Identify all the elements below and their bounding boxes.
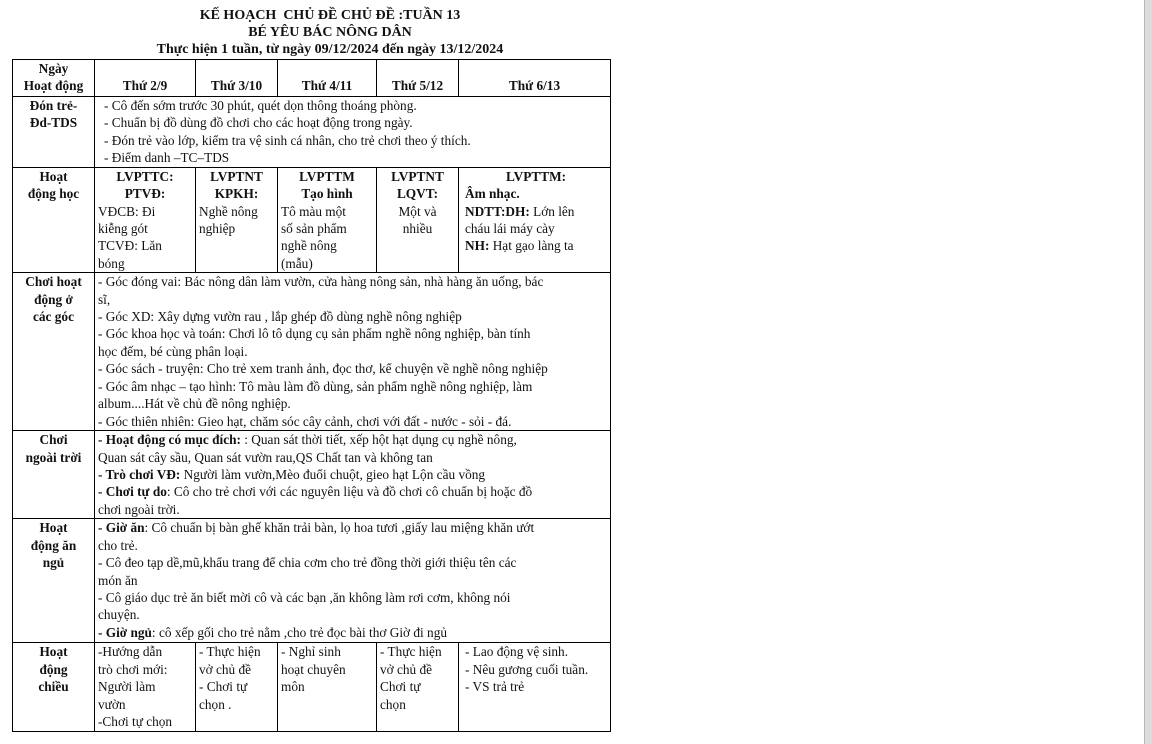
- afternoon-fri: [459, 643, 611, 732]
- text-line: trò chơi mới:: [98, 661, 168, 677]
- window-scroll-edge: [1144, 0, 1152, 744]
- row-label-hoat-dong-hoc: [13, 167, 95, 272]
- text-line: Chơi tự: [380, 679, 421, 695]
- table-header-row: [13, 60, 611, 97]
- lesson-domain: LVPTTM:: [505, 168, 567, 184]
- label-line: Chơi: [39, 432, 68, 448]
- label-line: Đd-TDS: [29, 115, 78, 131]
- row-choi-goc: [13, 273, 611, 431]
- text-line: TCVĐ: Lăn: [98, 238, 162, 254]
- text-line: - Chơi tự: [199, 679, 248, 695]
- text-line: Quan sát cây sầu, Quan sát vườn rau,QS Chất tan và không tan: [98, 449, 433, 465]
- lesson-wed: [278, 167, 377, 272]
- corner-header: [13, 60, 95, 97]
- lesson-subject: LQVT:: [396, 186, 439, 202]
- text-fragment: : cô xếp gối cho trẻ nằm ,cho trẻ đọc bài thơ Giờ đi ngủ: [151, 624, 447, 640]
- label-line: Hoạt: [39, 168, 68, 184]
- label-line: động ở: [34, 291, 73, 307]
- text-line: - Cô đến sớm trước 30 phút, quét dọn thông thoáng phòng.: [104, 97, 417, 113]
- label-line: chiều: [38, 679, 69, 695]
- label-line: động học: [27, 186, 80, 202]
- text-line: bóng: [98, 255, 125, 271]
- text-line: album....Hát về chủ đề nông nghiệp.: [98, 396, 291, 412]
- weekly-plan-table: [12, 59, 611, 732]
- lesson-subject: PTVĐ:: [124, 186, 166, 202]
- document-subtitle: BÉ YÊU BÁC NÔNG DÂN: [248, 25, 412, 40]
- text-line: - Nghỉ sinh: [281, 644, 341, 660]
- day-header-wed: Thứ 4/11: [278, 60, 377, 97]
- row-label-an-ngu: [13, 519, 95, 643]
- lesson-thu: [377, 167, 459, 272]
- afternoon-thu: [377, 643, 459, 732]
- text-line: [98, 483, 607, 500]
- text-fragment: Lớn lên: [529, 203, 575, 219]
- text-line: - Cô giáo dục trẻ ăn biết mời cô và các bạn ,ăn không làm rơi cơm, không nói: [98, 589, 511, 605]
- text-line: học đếm, bé cùng phân loại.: [98, 343, 248, 359]
- row-ngoai-troi: [13, 431, 611, 519]
- text-line: - Lao động vệ sinh.: [465, 644, 569, 660]
- row-label-choi-goc: [13, 273, 95, 431]
- text-line: - Thực hiện: [199, 644, 261, 660]
- afternoon-tue: [196, 643, 278, 732]
- lesson-mon: [95, 167, 196, 272]
- text-line: sĩ,: [98, 291, 111, 307]
- text-line: chuyện.: [98, 607, 140, 623]
- text-line: - Góc khoa học và toán: Chơi lô tô dụng cụ sản phẩm nghề nông nghiệp, bàn tính: [98, 326, 531, 342]
- text-line: - VS trả trẻ: [465, 679, 525, 695]
- text-line: - Đón trẻ vào lớp, kiểm tra vệ sinh cá nhân, cho trẻ chơi theo ý thích.: [104, 132, 471, 148]
- text-line: - Góc âm nhạc – tạo hình: Tô màu làm đồ dùng, sản phẩm nghề nông nghiệp, làm: [98, 378, 533, 394]
- lesson-subject: KPKH:: [214, 186, 259, 202]
- lesson-tue: [196, 167, 278, 272]
- label-line: động ăn: [30, 537, 77, 553]
- text-line: kiễng gót: [98, 221, 148, 237]
- text-line: Tô màu một: [281, 203, 346, 219]
- day-header-mon: Thứ 2/9: [95, 60, 196, 97]
- afternoon-wed: [278, 643, 377, 732]
- text-line: hoạt chuyên: [281, 661, 346, 677]
- lesson-domain: LVPTNT: [391, 168, 444, 184]
- text-line: môn: [281, 679, 305, 695]
- row-an-ngu: [13, 519, 611, 643]
- bold-term: - Trò chơi VĐ:: [98, 467, 181, 483]
- text-line: Nghề nông: [199, 203, 258, 219]
- text-line: vở chủ đề: [380, 661, 433, 677]
- day-header-fri: Thứ 6/13: [459, 60, 611, 97]
- bold-term: - Giờ ngủ: [98, 624, 152, 640]
- text-line: - Chuẩn bị đồ dùng đồ chơi cho các hoạt động trong ngày.: [104, 115, 413, 131]
- label-line: Hoạt: [39, 644, 68, 660]
- text-line: - Góc thiên nhiên: Gieo hạt, chăm sóc cây cảnh, chơi với đất - nước - sỏi - đá.: [98, 413, 512, 429]
- text-line: [98, 624, 607, 641]
- text-line: nhiều: [402, 221, 433, 237]
- text-line: nghiệp: [199, 221, 236, 237]
- document-title: KẾ HOẠCH CHỦ ĐỀ CHỦ ĐỀ :TUẦN 13: [199, 8, 461, 23]
- text-line: chọn .: [199, 696, 232, 712]
- day-header-thu: Thứ 5/12: [377, 60, 459, 97]
- label-line: Chơi hoạt: [25, 274, 82, 290]
- choi-goc-content: [95, 273, 611, 431]
- text-line: chọn: [380, 696, 406, 712]
- corner-activity-label: Hoạt động: [23, 78, 84, 94]
- row-label-ngoai-troi: [13, 431, 95, 519]
- text-line: - Nêu gương cuối tuần.: [465, 661, 589, 677]
- text-line: vườn: [98, 696, 126, 712]
- text-line: chơi ngoài trời.: [98, 501, 180, 517]
- text-line: [465, 203, 607, 220]
- lesson-subject: Âm nhạc.: [465, 186, 520, 202]
- text-line: - Thực hiện: [380, 644, 442, 660]
- bold-term: NH:: [465, 238, 490, 254]
- text-line: (mẫu): [281, 255, 313, 271]
- label-line: ngủ: [42, 555, 65, 571]
- text-line: -Chơi tự chọn: [98, 713, 173, 729]
- text-line: -Hướng dẫn: [98, 644, 163, 660]
- day-header-tue: Thứ 3/10: [196, 60, 278, 97]
- label-line: Hoạt: [39, 520, 68, 536]
- text-line: VĐCB: Đi: [98, 203, 156, 219]
- text-line: số sản phẩm: [281, 221, 347, 237]
- text-line: [98, 519, 607, 536]
- text-line: [98, 466, 607, 483]
- label-line: ngoài trời: [25, 449, 82, 465]
- text-fragment: Hạt gạo làng ta: [489, 238, 574, 254]
- don-tre-content: [95, 96, 611, 167]
- bold-term: - Chơi tự do: [98, 484, 167, 500]
- row-hoat-dong-hoc: [13, 167, 611, 272]
- text-fragment: : Cô chuẩn bị bàn ghế khăn trải bàn, lọ hoa tươi ,giấy lau miệng khăn ướt: [144, 520, 535, 536]
- lesson-domain: LVPTNT: [210, 168, 263, 184]
- bold-term: - Hoạt động có mục đích:: [98, 432, 241, 448]
- document-period: Thực hiện 1 tuần, từ ngày 09/12/2024 đến ngày 13/12/2024: [156, 42, 504, 57]
- afternoon-mon: [95, 643, 196, 732]
- text-line: nghề nông: [281, 238, 337, 254]
- text-line: cho trẻ.: [98, 537, 138, 553]
- an-ngu-content: [95, 519, 611, 643]
- text-line: - Cô đeo tạp dề,mũ,khẩu trang để chia cơm cho trẻ đồng thời giới thiệu tên các: [98, 555, 517, 571]
- label-line: các góc: [33, 309, 74, 325]
- row-label-chieu: [13, 643, 95, 732]
- text-line: món ăn: [98, 572, 138, 588]
- text-line: - Góc XD: Xây dựng vườn rau , lắp ghép đồ dùng nghề nông nghiệp: [98, 309, 462, 325]
- label-line: động: [39, 661, 68, 677]
- corner-day-label: Ngày: [38, 61, 69, 76]
- text-line: [98, 431, 607, 448]
- row-chieu: [13, 643, 611, 732]
- text-line: - Góc sách - truyện: Cho trẻ xem tranh ảnh, đọc thơ, kể chuyện về nghề nông nghiệp: [98, 361, 548, 377]
- label-line: Đón trẻ-: [29, 97, 78, 113]
- text-fragment: Người làm vườn,Mèo đuổi chuột, gieo hạt Lộn cầu vồng: [180, 467, 486, 483]
- text-line: cháu lái máy cày: [465, 221, 555, 237]
- text-line: [465, 237, 607, 254]
- bold-term: NDTT:DH:: [465, 203, 530, 219]
- text-line: Người làm: [98, 679, 156, 695]
- text-fragment: : Cô cho trẻ chơi với các nguyên liệu và đồ chơi cô chuẩn bị hoặc đồ: [166, 484, 533, 500]
- row-don-tre: [13, 96, 611, 167]
- lesson-fri: [459, 167, 611, 272]
- text-fragment: : Quan sát thời tiết, xếp hột hạt dụng cụ nghề nông,: [240, 432, 517, 448]
- text-line: - Điểm danh –TC–TDS: [104, 150, 230, 166]
- lesson-domain: LVPTTM: [299, 168, 355, 184]
- text-line: vở chủ đề: [199, 661, 252, 677]
- lesson-domain: LVPTTC:: [116, 168, 174, 184]
- lesson-subject: Tạo hình: [301, 186, 353, 202]
- row-label-don-tre: [13, 96, 95, 167]
- text-line: Một và: [398, 203, 437, 219]
- ngoai-troi-content: [95, 431, 611, 519]
- bold-term: - Giờ ăn: [98, 520, 145, 536]
- text-line: - Góc đóng vai: Bác nông dân làm vườn, cửa hàng nông sản, nhà hàng ăn uống, bác: [98, 274, 544, 290]
